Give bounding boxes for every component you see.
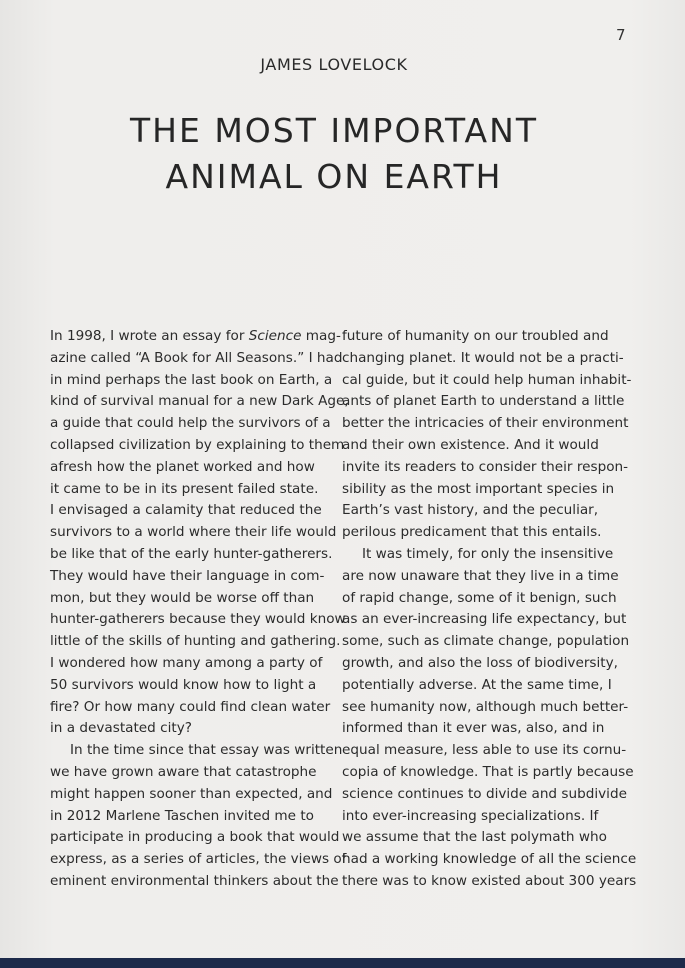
text-line: sibility as the most important species in (342, 480, 615, 497)
text-line: express, as a series of articles, the views of (50, 851, 347, 868)
text-line: into ever-increasing specializations. If (342, 807, 599, 824)
text-line: fire? Or how many could find clean water (50, 698, 331, 715)
text-line: copia of knowledge. That is partly because (342, 763, 634, 780)
text-line: eminent environmental thinkers about the (50, 872, 339, 889)
text-line: perilous predicament that this entails. (342, 524, 602, 541)
chapter-title (0, 108, 668, 200)
text-line: a guide that could help the survivors of a (50, 415, 331, 432)
text-line: They would have their language in com- (50, 567, 325, 584)
text-line: equal measure, less able to use its cornu- (342, 742, 627, 759)
chapter-title-line: THE MOST IMPORTANT (130, 111, 538, 150)
text-line: are now unaware that they live in a time (342, 567, 619, 584)
text-line: it came to be in its present failed state. (50, 480, 319, 497)
text-line: some, such as climate change, population (342, 633, 630, 650)
text-line: Earth’s vast history, and the peculiar, (342, 502, 599, 519)
chapter-title-line: ANIMAL ON EARTH (165, 157, 503, 196)
text-line: be like that of the early hunter-gatherers. (50, 545, 333, 562)
text-line: we have grown aware that catastrophe (50, 763, 317, 780)
text-line: ants of planet Earth to understand a little (342, 393, 625, 410)
text-line: had a working knowledge of all the science (342, 851, 637, 868)
page-number: 7 (616, 26, 626, 44)
text-line: growth, and also the loss of biodiversity, (342, 654, 618, 671)
text-line: It was timely, for only the insensitive (362, 545, 614, 562)
body-column-left (50, 326, 349, 893)
text-line: afresh how the planet worked and how (50, 458, 315, 475)
text-line: invite its readers to consider their respon- (342, 458, 629, 475)
text-line: In the time since that essay was written (70, 742, 343, 759)
text-line: mon, but they would be worse off than (50, 589, 315, 606)
scan-bottom-edge (0, 958, 685, 968)
text-line: hunter-gatherers because they would know (50, 611, 346, 628)
text-line: there was to know existed about 300 years (342, 872, 637, 889)
text-line: potentially adverse. At the same time, I (342, 676, 612, 693)
text-line: 50 survivors would know how to light a (50, 676, 317, 693)
text-line: I envisaged a calamity that reduced the (50, 502, 322, 519)
text-line: as an ever-increasing life expectancy, but (342, 611, 627, 628)
text-line: of rapid change, some of it benign, such (342, 589, 617, 606)
text-line: informed than it ever was, also, and in (342, 720, 605, 737)
text-line: kind of survival manual for a new Dark Age, (50, 393, 349, 410)
text-line: collapsed civilization by explaining to them (50, 436, 345, 453)
text-line: I wondered how many among a party of (50, 654, 323, 671)
text-line: see humanity now, although much better- (342, 698, 629, 715)
text-line: in 2012 Marlene Taschen invited me to (50, 807, 315, 824)
text-line: little of the skills of hunting and gathering. (50, 633, 341, 650)
text-line: changing planet. It would not be a practi- (342, 349, 624, 366)
text-line: survivors to a world where their life would (50, 524, 337, 541)
text-line: cal guide, but it could help human inhabit- (342, 371, 632, 388)
body-column-right (342, 326, 636, 893)
text-line: might happen sooner than expected, and (50, 785, 333, 802)
author-name: JAMES LOVELOCK (260, 55, 408, 74)
text-line: better the intricacies of their environment (342, 415, 629, 432)
text-line: in mind perhaps the last book on Earth, a (50, 371, 333, 388)
text-line: In 1998, I wrote an essay for Science mag- (50, 328, 341, 344)
text-line: and their own existence. And it would (342, 436, 599, 453)
text-line: participate in producing a book that would (50, 829, 340, 846)
text-line: in a devastated city? (50, 720, 192, 737)
italic-word: Science (248, 328, 302, 344)
text-line: future of humanity on our troubled and (342, 328, 609, 344)
text-line: science continues to divide and subdivide (342, 785, 627, 802)
text-line: we assume that the last polymath who (342, 829, 607, 846)
text-line: azine called “A Book for All Seasons.” I had (50, 349, 343, 366)
